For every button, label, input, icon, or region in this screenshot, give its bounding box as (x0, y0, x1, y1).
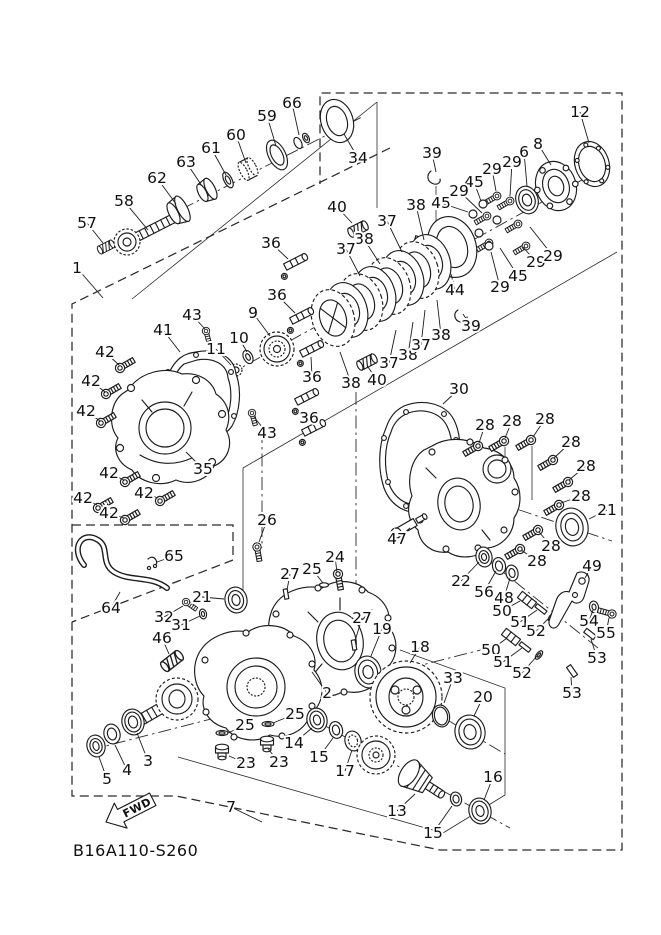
part-callout-38: 38 (354, 230, 374, 248)
part-callout-18: 18 (410, 638, 430, 656)
part-callout-33: 33 (443, 669, 463, 687)
part-callout-28: 28 (475, 416, 495, 434)
part-callout-42: 42 (95, 343, 115, 361)
part-callout-28: 28 (535, 410, 555, 428)
right-cover-assembly (380, 402, 617, 677)
part-callout-50: 50 (481, 641, 501, 659)
part-callout-4: 4 (122, 761, 132, 779)
diagram-code: B16A110-S260 (73, 841, 199, 860)
part-callout-42: 42 (134, 484, 154, 502)
part-callout-52: 52 (526, 622, 546, 640)
breather-hose-64 (78, 537, 167, 588)
drive-gear-18 (370, 661, 442, 733)
part-callout-37: 37 (411, 336, 431, 354)
drain-plug-23 (216, 744, 229, 760)
part-callout-45: 45 (464, 173, 484, 191)
part-callout-28: 28 (576, 457, 596, 475)
clutch-boss-9 (260, 332, 294, 366)
part-callout-52: 52 (512, 664, 532, 682)
part-callout-56: 56 (474, 583, 494, 601)
oil-seal-21-left (223, 585, 250, 615)
clamp-65 (147, 557, 156, 569)
part-callout-40: 40 (327, 198, 347, 216)
part-callout-8: 8 (533, 135, 543, 153)
left-cover-assembly (92, 326, 264, 561)
part-callout-29: 29 (543, 247, 563, 265)
part-callout-26: 26 (257, 511, 277, 529)
part-callout-61: 61 (201, 139, 221, 157)
part-callout-48: 48 (494, 589, 514, 607)
part-callout-41: 41 (153, 321, 173, 339)
part-callout-7: 7 (226, 798, 236, 816)
part-callout-13: 13 (387, 802, 407, 820)
part-callout-53: 53 (587, 649, 607, 667)
part-callout-19: 19 (372, 620, 392, 638)
part-callout-28: 28 (571, 487, 591, 505)
bearing-16 (466, 796, 494, 827)
part-callout-24: 24 (325, 548, 345, 566)
circlip-39 (428, 171, 440, 184)
cover-housing-right (409, 439, 520, 557)
part-callout-44: 44 (445, 281, 465, 299)
part-callout-40: 40 (367, 371, 387, 389)
part-callout-36: 36 (299, 409, 319, 427)
part-callout-66: 66 (282, 94, 302, 112)
part-callout-51: 51 (510, 613, 530, 631)
part-callout-16: 16 (483, 768, 503, 786)
fwd-label: FWD (120, 795, 154, 821)
part-callout-38: 38 (406, 196, 426, 214)
part-callout-57: 57 (77, 214, 97, 232)
part-callout-39: 39 (422, 144, 442, 162)
part-callout-29: 29 (482, 160, 502, 178)
part-callout-38: 38 (341, 374, 361, 392)
part-callout-15: 15 (309, 748, 329, 766)
part-callout-36: 36 (302, 368, 322, 386)
part-callout-25: 25 (285, 705, 305, 723)
part-callout-64: 64 (101, 599, 121, 617)
part-callout-54: 54 (579, 612, 599, 630)
part-callout-27: 27 (280, 565, 300, 583)
part-callout-38: 38 (398, 346, 418, 364)
part-callout-23: 23 (269, 753, 289, 771)
part-callout-21: 21 (597, 501, 617, 519)
part-callout-37: 37 (379, 354, 399, 372)
part-callout-27: 27 (352, 609, 372, 627)
part-callout-43: 43 (182, 306, 202, 324)
part-callout-65: 65 (164, 547, 184, 565)
part-callout-28: 28 (541, 537, 561, 555)
part-callout-46: 46 (152, 629, 172, 647)
part-callout-35: 35 (193, 460, 213, 478)
part-callout-53: 53 (562, 684, 582, 702)
part-callout-34: 34 (348, 149, 368, 167)
part-callout-23: 23 (236, 754, 256, 772)
part-callout-42: 42 (99, 504, 119, 522)
part-callout-42: 42 (73, 489, 93, 507)
part-callout-36: 36 (261, 234, 281, 252)
part-callout-39: 39 (461, 317, 481, 335)
part-callout-17: 17 (335, 762, 355, 780)
part-callout-6: 6 (519, 143, 529, 161)
part-callout-5: 5 (102, 770, 112, 788)
part-callout-38: 38 (431, 326, 451, 344)
part-callout-36: 36 (267, 286, 287, 304)
part-callout-14: 14 (284, 734, 304, 752)
part-callout-31: 31 (171, 616, 191, 634)
part-callout-2: 2 (322, 684, 332, 702)
part-callout-10: 10 (229, 329, 249, 347)
bearing-20 (452, 712, 488, 751)
part-callout-55: 55 (596, 624, 616, 642)
part-callout-25: 25 (302, 560, 322, 578)
part-callout-1: 1 (72, 259, 82, 277)
part-callout-37: 37 (377, 212, 397, 230)
part-callout-59: 59 (257, 107, 277, 125)
part-callout-20: 20 (473, 688, 493, 706)
seal-34 (315, 95, 359, 147)
part-callout-50: 50 (492, 602, 512, 620)
part-callout-51: 51 (493, 653, 513, 671)
part-callout-37: 37 (336, 240, 356, 258)
part-callout-25: 25 (235, 716, 255, 734)
part-callout-28: 28 (527, 552, 547, 570)
part-callout-32: 32 (154, 608, 174, 626)
gear-cluster (357, 736, 395, 774)
part-callout-62: 62 (147, 169, 167, 187)
part-callout-21: 21 (192, 588, 212, 606)
part-callout-29: 29 (502, 153, 522, 171)
part-callout-12: 12 (570, 103, 590, 121)
part-callout-28: 28 (502, 412, 522, 430)
part-callout-29: 29 (526, 253, 546, 271)
part-callout-15: 15 (423, 824, 443, 842)
clutch-pack-assembly (230, 137, 615, 447)
part-callout-47: 47 (387, 530, 407, 548)
part-callout-42: 42 (76, 402, 96, 420)
fwd-arrow (100, 787, 159, 836)
drain-plug-23b (261, 736, 274, 752)
part-callout-28: 28 (561, 433, 581, 451)
part-callout-9: 9 (248, 304, 258, 322)
part-callout-11: 11 (206, 340, 226, 358)
part-callout-45: 45 (431, 194, 451, 212)
part-callout-30: 30 (449, 380, 469, 398)
part-callout-58: 58 (114, 192, 134, 210)
part-callout-29: 29 (449, 182, 469, 200)
part-callout-42: 42 (81, 372, 101, 390)
part-callout-49: 49 (582, 557, 602, 575)
part-callout-60: 60 (226, 126, 246, 144)
part-callout-45: 45 (508, 267, 528, 285)
part-callout-43: 43 (257, 424, 277, 442)
part-callout-3: 3 (143, 752, 153, 770)
part-callout-22: 22 (451, 572, 471, 590)
part-callout-29: 29 (490, 278, 510, 296)
part-callout-63: 63 (176, 153, 196, 171)
pinion-13 (394, 756, 452, 808)
part-callout-42: 42 (99, 464, 119, 482)
